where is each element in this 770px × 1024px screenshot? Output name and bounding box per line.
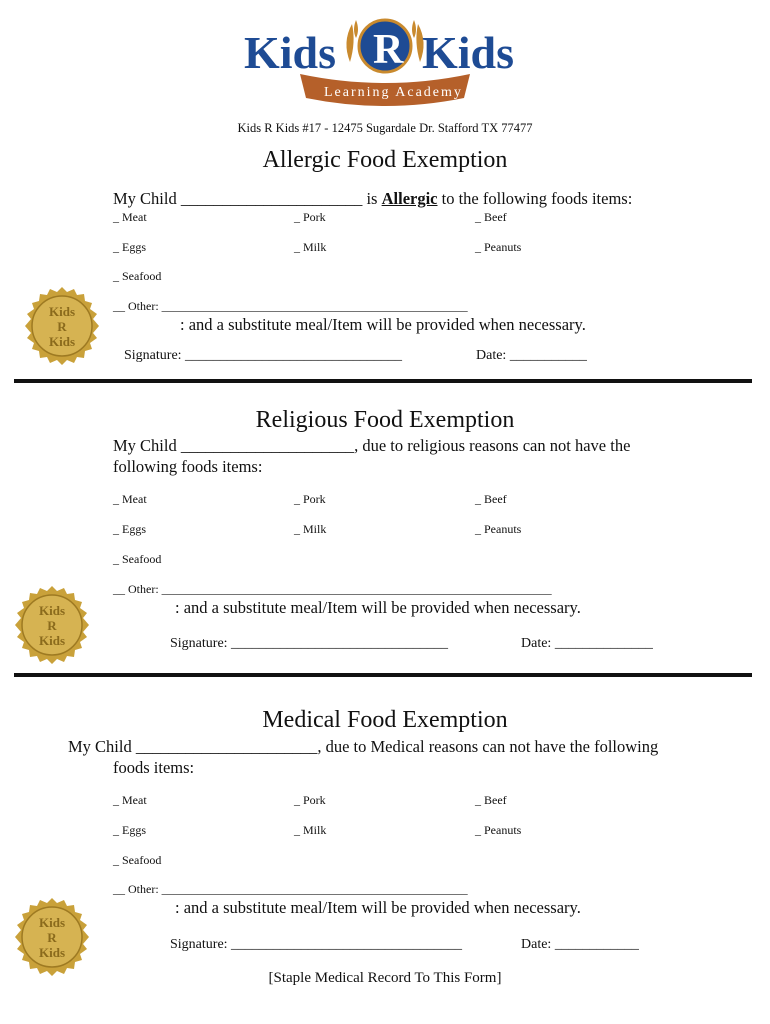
religious-section-title: Religious Food Exemption: [255, 407, 515, 433]
religious-item-meat[interactable]: _ Meat: [113, 492, 147, 506]
medical-item-peanuts[interactable]: _ Peanuts: [475, 823, 522, 837]
kids-r-kids-seal-icon: [22, 286, 102, 366]
allergic-other-line[interactable]: __ Other: ___________________________________________________: [113, 299, 468, 313]
religious-item-milk[interactable]: _ Milk: [294, 522, 327, 536]
allergic-item-beef[interactable]: _ Beef: [475, 210, 507, 224]
svg-text:R: R: [57, 319, 67, 334]
religious-item-eggs[interactable]: _ Eggs: [113, 522, 146, 536]
religious-other-line[interactable]: __ Other: _________________________________________________________________: [113, 582, 552, 596]
medical-other-line[interactable]: __ Other: ___________________________________________________: [113, 882, 468, 896]
religious-intro-line1: My Child _____________________, due to religious reasons can not have the: [113, 436, 631, 455]
medical-item-meat[interactable]: _ Meat: [113, 793, 147, 807]
allergic-section-title: Allergic Food Exemption: [262, 147, 508, 173]
address-line: Kids R Kids #17 - 12475 Sugardale Dr. Stafford TX 77477: [237, 121, 533, 135]
svg-text:R: R: [47, 618, 57, 633]
religious-item-seafood[interactable]: _ Seafood: [113, 552, 162, 566]
allergic-item-pork[interactable]: _ Pork: [294, 210, 326, 224]
allergic-intro: [113, 189, 632, 209]
medical-signature-line[interactable]: Signature: _________________________________: [170, 937, 463, 952]
kids-r-kids-logo: [244, 16, 526, 108]
medical-item-beef[interactable]: _ Beef: [475, 793, 507, 807]
svg-text:Kids: Kids: [38, 945, 66, 960]
allergic-signature-line[interactable]: Signature: _______________________________: [124, 348, 403, 363]
logo-text-center: R: [373, 27, 404, 73]
medical-item-pork[interactable]: _ Pork: [294, 793, 326, 807]
medical-item-seafood[interactable]: _ Seafood: [113, 853, 162, 867]
svg-text:Kids: Kids: [38, 603, 66, 618]
allergic-item-milk[interactable]: _ Milk: [294, 240, 327, 254]
allergic-emphasis: Allergic: [381, 189, 438, 208]
kids-r-kids-seal-icon: [12, 897, 92, 977]
allergic-item-eggs[interactable]: _ Eggs: [113, 240, 146, 254]
section-divider: [14, 379, 752, 383]
kids-r-kids-seal-icon: [12, 585, 92, 665]
religious-substitute-note: : and a substitute meal/Item will be provided when necessary.: [175, 598, 581, 617]
allergic-item-meat[interactable]: _ Meat: [113, 210, 147, 224]
allergic-intro-suffix: to the following foods items:: [437, 189, 633, 208]
svg-text:Kids: Kids: [38, 915, 66, 930]
religious-date-line[interactable]: Date: ______________: [521, 636, 653, 651]
medical-substitute-note: : and a substitute meal/Item will be provided when necessary.: [175, 898, 581, 917]
religious-signature-line[interactable]: Signature: _______________________________: [170, 636, 449, 651]
religious-intro-line2: following foods items:: [113, 457, 263, 476]
allergic-item-peanuts[interactable]: _ Peanuts: [475, 240, 522, 254]
section-divider: [14, 673, 752, 677]
svg-text:R: R: [47, 930, 57, 945]
medical-item-eggs[interactable]: _ Eggs: [113, 823, 146, 837]
allergic-substitute-note: : and a substitute meal/Item will be provided when necessary.: [180, 315, 586, 334]
medical-intro-line2: foods items:: [113, 758, 195, 777]
medical-intro-line1: My Child ______________________, due to Medical reasons can not have the following: [68, 737, 659, 756]
svg-text:Kids: Kids: [48, 304, 76, 319]
medical-item-milk[interactable]: _ Milk: [294, 823, 327, 837]
medical-section-title: Medical Food Exemption: [262, 707, 508, 733]
religious-item-beef[interactable]: _ Beef: [475, 492, 507, 506]
allergic-item-seafood[interactable]: _ Seafood: [113, 269, 162, 283]
svg-text:Kids: Kids: [48, 334, 76, 349]
religious-item-pork[interactable]: _ Pork: [294, 492, 326, 506]
svg-text:Kids: Kids: [38, 633, 66, 648]
staple-instruction: [Staple Medical Record To This Form]: [268, 970, 502, 986]
religious-item-peanuts[interactable]: _ Peanuts: [475, 522, 522, 536]
medical-date-line[interactable]: Date: ____________: [521, 937, 639, 952]
logo-text-left: Kids: [244, 27, 337, 78]
allergic-intro-prefix: My Child ______________________ is: [113, 189, 382, 208]
logo-text-right: Kids: [422, 27, 515, 78]
logo-subtitle: Learning Academy: [324, 85, 463, 100]
allergic-date-line[interactable]: Date: ___________: [476, 348, 587, 363]
